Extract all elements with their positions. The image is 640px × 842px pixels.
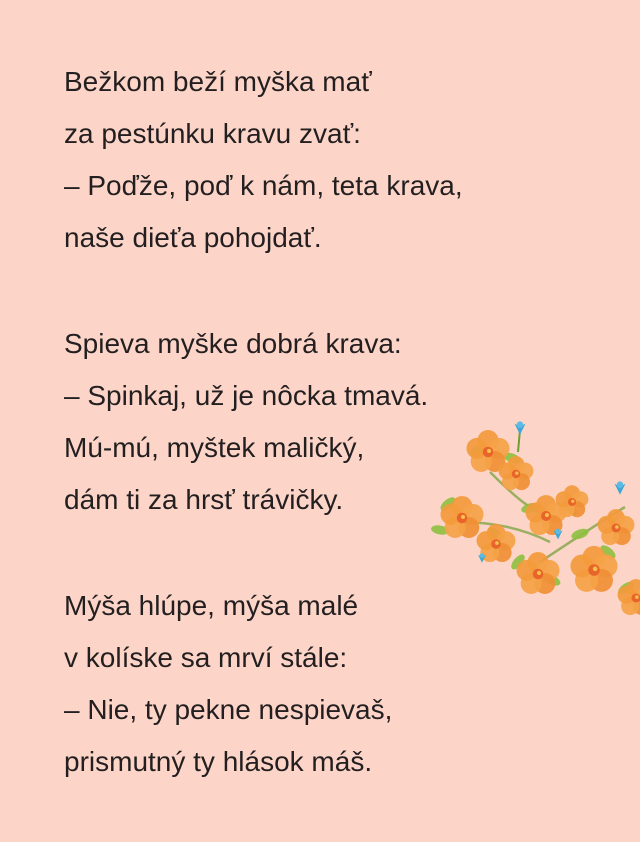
poem-line: Spieva myške dobrá krava: xyxy=(64,328,402,359)
flower-bouquet-illustration xyxy=(420,412,640,622)
poem-line: Mú-mú, myštek maličký, xyxy=(64,432,365,463)
poem-line: – Nie, ty pekne nespievaš, xyxy=(64,694,393,725)
poem-line: v kolíske sa mrví stále: xyxy=(64,642,348,673)
stanza-1 xyxy=(64,56,584,264)
poem-line: dám ti za hrsť trávičky. xyxy=(64,484,344,515)
poem-line: za pestúnku kravu zvať: xyxy=(64,118,361,149)
poem-line: naše dieťa pohojdať. xyxy=(64,222,322,253)
poem-line: – Poďže, poď k nám, teta krava, xyxy=(64,170,463,201)
poem-line: – Spinkaj, už je nôcka tmavá. xyxy=(64,380,429,411)
poem-line: prismutný ty hlások máš. xyxy=(64,746,373,777)
poem-line: Mýša hlúpe, mýša malé xyxy=(64,590,359,621)
poem-line: Bežkom beží myška mať xyxy=(64,66,372,97)
